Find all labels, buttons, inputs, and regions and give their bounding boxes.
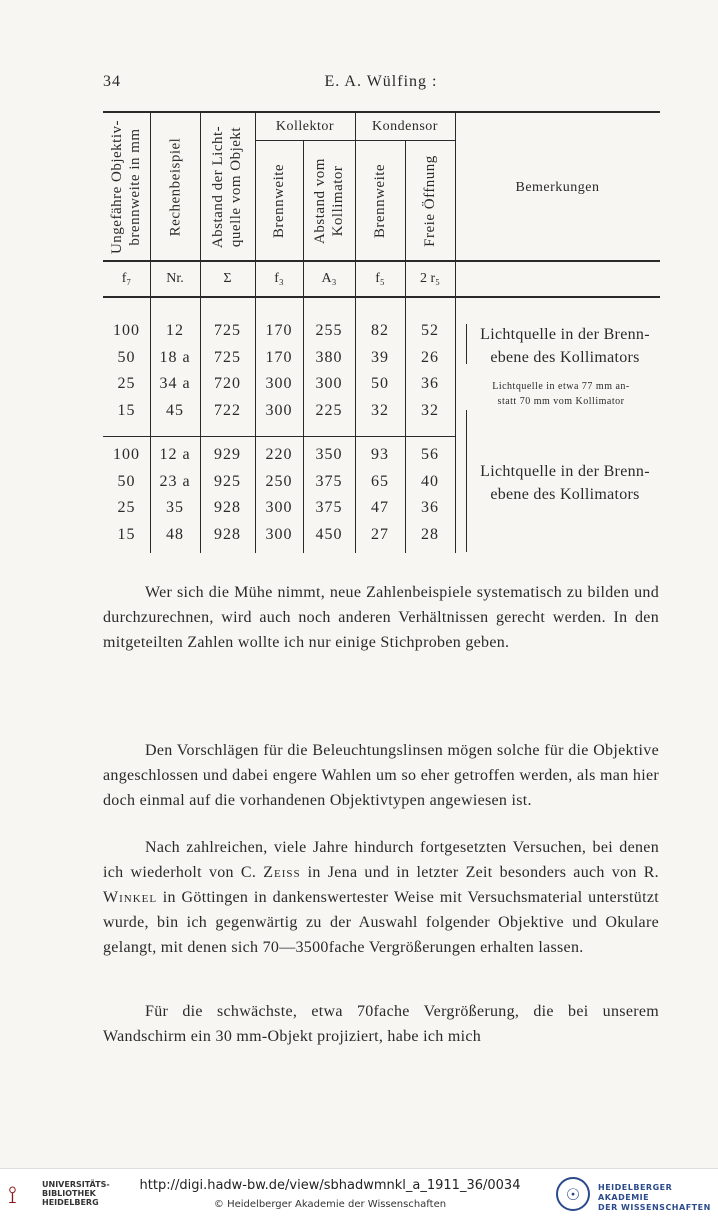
- header-remarks: Bemerkungen: [515, 180, 600, 195]
- group-1-cell: 170: [265, 348, 293, 366]
- group-1-cell: 300: [265, 375, 293, 392]
- ub-line-2: BIBLIOTHEK: [42, 1189, 96, 1198]
- group-2-cell: 15: [117, 525, 136, 543]
- group-2-cell: 27: [371, 525, 389, 543]
- group-2-cell: 925: [214, 472, 241, 490]
- group-1-cell: 25: [117, 375, 136, 392]
- symbol-cell: f₅: [375, 271, 385, 286]
- group-2-cell: 56: [421, 446, 439, 463]
- column-header-1: [103, 113, 150, 260]
- remark-2-line-1: Lichtquelle in der Brenn-: [480, 463, 650, 480]
- ub-line-3: HEIDELBERG: [42, 1198, 99, 1207]
- running-head: E. A. Wülfing :: [324, 73, 438, 90]
- group-1-cell: 15: [117, 401, 136, 419]
- remark-small-line-1: Lichtquelle in etwa 77 mm an-: [492, 381, 630, 392]
- group-1-cell: 100: [113, 322, 140, 339]
- column-header-text: Rechenbeispiel: [167, 137, 184, 236]
- symbol-cell: f₇: [121, 271, 132, 286]
- column-rule: [455, 113, 456, 553]
- ub-line-1: UNIVERSITÄTS-: [42, 1180, 110, 1189]
- header-kondensor: Kondensor: [372, 119, 438, 134]
- group-2-cell: 50: [117, 472, 136, 490]
- group-1-cell: 170: [265, 322, 293, 339]
- group-separator-rule: [103, 436, 455, 437]
- column-header-text: Abstand vom Kollimator: [312, 158, 347, 244]
- footer-bar: [0, 1168, 718, 1219]
- paragraph-2: [103, 738, 659, 813]
- group-2-cell: 300: [265, 525, 293, 543]
- remark-2-line-2: ebene des Kollimators: [490, 486, 640, 503]
- group-2-cell: 450: [315, 525, 343, 543]
- group-1-cell: 255: [315, 322, 343, 339]
- group-1-cell: 26: [421, 348, 439, 366]
- name-winkel: Winkel: [103, 889, 158, 906]
- column-header-3: [200, 113, 255, 260]
- column-header-text: Brennweite: [372, 163, 389, 239]
- group-2-cell: 40: [421, 472, 439, 490]
- paragraph-2-text: Den Vorschlägen für die Beleuchtungslinsen mögen solche für die Objektive angeschlossen und dabei engere Wahlen um so eher getroffen werden, als man hier doch einmal auf die vorhandenen Objektivtypen angewiesen ist.: [103, 742, 659, 809]
- column-header-4: [255, 142, 303, 260]
- group-2-cell: 12 a: [159, 446, 191, 463]
- paragraph-4: [103, 999, 659, 1049]
- symbol-row-rule: [103, 296, 660, 298]
- group-1-cell: 380: [315, 348, 343, 366]
- symbol-cell: A₃: [321, 271, 337, 286]
- column-header-text: Ungefähre Objektiv- brennweite in mm: [109, 119, 144, 254]
- group-1-cell: 52: [421, 322, 439, 339]
- group-1-cell: 39: [371, 348, 389, 366]
- group-2-cell: 250: [265, 472, 293, 490]
- copyright-notice: © Heidelberger Akademie der Wissenschaften: [213, 1199, 447, 1210]
- group-1-cell: 300: [315, 375, 343, 392]
- source-url-link[interactable]: http://digi.hadw-bw.de/view/sbhadwmnkl_a_1911_36/0034: [139, 1178, 521, 1193]
- symbol-cell: 2 r₅: [419, 271, 441, 286]
- paragraph-3-part-a: Nach zahlreichen, viele Jahre hindurch fortgesetzten Versuchen, bei denen ich wiederholt von C.: [103, 839, 659, 881]
- column-header-5: [303, 142, 355, 260]
- symbol-cell: Nr.: [166, 271, 184, 286]
- group-1-cell: 18 a: [159, 348, 191, 366]
- paragraph-4-text: Für die schwächste, etwa 70fache Vergrößerung, die bei unserem Wandschirm ein 30 mm-Objekt projiziert, habe ich mich: [103, 1003, 659, 1045]
- group-2-cell: 47: [371, 499, 389, 516]
- university-library-name: [42, 1180, 110, 1207]
- group-1-cell: 300: [265, 401, 293, 419]
- academy-name: [598, 1183, 718, 1213]
- group-1-cell: 725: [214, 322, 241, 339]
- group-2-cell: 100: [113, 446, 140, 463]
- column-header-text: Freie Öffnung: [422, 155, 438, 247]
- group-1-cell: 725: [214, 348, 241, 366]
- group-2-cell: 25: [117, 499, 136, 516]
- group-1-cell: 36: [421, 375, 439, 392]
- group-2-cell: 928: [214, 525, 241, 543]
- symbol-cell: Σ: [223, 271, 232, 286]
- header-kollektor: Kollektor: [275, 119, 335, 134]
- column-header-6: [355, 142, 405, 260]
- group-2-cell: 36: [421, 499, 439, 516]
- page-header: [103, 73, 659, 95]
- column-header-text: Abstand der Licht- quelle vom Objekt: [210, 125, 245, 248]
- group-2-cell: 48: [166, 525, 184, 543]
- symbol-cell: f₃: [274, 271, 284, 286]
- group-2-cell: 929: [214, 446, 241, 463]
- group-2-cell: 28: [421, 525, 439, 543]
- group-1-cell: 82: [371, 322, 389, 339]
- paragraph-3-text: [103, 835, 659, 960]
- name-zeiss: Zeiss: [263, 864, 301, 881]
- paragraph-3: [103, 835, 659, 960]
- paragraph-3-part-c: in Göttingen in dankenswertester Weise mit Versuchsmaterial unterstützt wurde, bin ich gegenwärtig zu der Auswahl folgender Objektive und Okulare gelangt, mit denen sich 70—3500fache Vergrößerungen erhalten lassen.: [103, 889, 659, 956]
- column-header-7: [405, 142, 455, 260]
- remark-1-line-2: ebene des Kollimators: [490, 349, 640, 366]
- remark-small-line-2: statt 70 mm vom Kollimator: [497, 396, 625, 407]
- column-header-2: [150, 113, 200, 260]
- group-2-cell: 928: [214, 499, 241, 516]
- group-2-cell: 220: [265, 446, 293, 463]
- column-header-text: Brennweite: [271, 163, 288, 239]
- university-library-logo-icon: ⟟: [8, 1181, 17, 1209]
- remark-1-line-1: Lichtquelle in der Brenn-: [480, 326, 650, 343]
- group-2-cell: 23 a: [159, 472, 191, 490]
- academy-seal-icon: ☉: [556, 1177, 590, 1211]
- group-1-cell: 45: [166, 401, 184, 419]
- group-2-cell: 35: [166, 499, 184, 516]
- group-2-cell: 375: [315, 499, 343, 516]
- page-number: 34: [103, 73, 121, 90]
- group-2-cell: 350: [315, 446, 343, 463]
- group-1-cell: 50: [371, 375, 389, 392]
- paragraph-1-text: Wer sich die Mühe nimmt, neue Zahlenbeispiele systematisch zu bilden und durchzurechnen, wird auch noch anderen Verhältnissen gerecht werden. In den mitgeteilten Zahlen wollte ich nur einige Stichproben geben.: [103, 584, 659, 651]
- group-1-cell: 32: [421, 401, 439, 419]
- group-1-cell: 32: [371, 401, 389, 419]
- academy-line-1: HEIDELBERGER AKADEMIE: [598, 1183, 673, 1202]
- paragraph-3-part-b: in Jena und in letzter Zeit besonders auch von R.: [307, 864, 659, 881]
- group-1-cell: 12: [166, 322, 184, 339]
- group-1-cell: 722: [214, 401, 241, 419]
- group-1-cell: 225: [315, 401, 343, 419]
- group-2-cell: 93: [371, 446, 389, 463]
- academy-line-2: DER WISSENSCHAFTEN: [598, 1203, 711, 1212]
- paragraph-1: [103, 580, 659, 655]
- group-1-cell: 720: [214, 375, 241, 392]
- group-1-cell: 50: [117, 348, 136, 366]
- group-2-cell: 65: [371, 472, 389, 490]
- group-2-cell: 375: [315, 472, 343, 490]
- group-1-cell: 34 a: [159, 375, 191, 392]
- group-2-cell: 300: [265, 499, 293, 516]
- header-bottom-rule: [103, 260, 660, 262]
